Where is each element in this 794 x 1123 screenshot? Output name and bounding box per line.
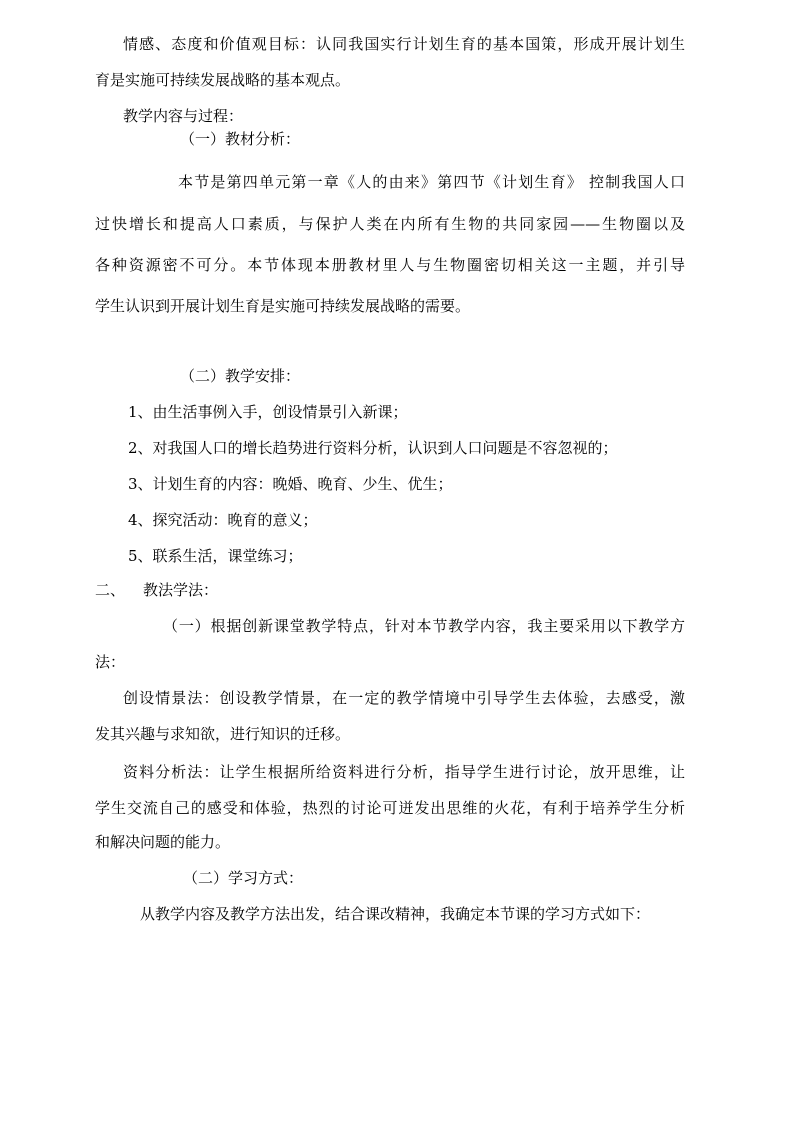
arrangement-item-4: 4、探究活动：晚育的意义； <box>128 511 318 529</box>
scenario-method-line-1: 创设情景法：创设教学情景，在一定的教学情境中引导学生去体验，去感受，激 <box>123 689 685 707</box>
analysis-line-3: 各种资源密不可分。本节体现本册教材里人与生物圈密切相关这一主题，并引导 <box>95 256 685 274</box>
arrangement-item-1: 1、由生活事例入手，创设情景引入新课； <box>128 403 408 421</box>
methods-line-2: 法： <box>95 653 126 671</box>
subheading-teaching-arrangement: （二）教学安排： <box>180 367 301 385</box>
data-analysis-method-line-1: 资料分析法：让学生根据所给资料进行分析，指导学生进行讨论，放开思维，让 <box>123 763 685 781</box>
arrangement-item-3: 3、计划生育的内容：晚婚、晚育、少生、优生； <box>128 475 453 493</box>
arrangement-item-2: 2、对我国人口的增长趋势进行资料分析，认识到人口问题是不容忽视的； <box>128 439 618 457</box>
section-heading-methods: 教法学法： <box>143 581 219 599</box>
section-number-two: 二、 <box>95 581 126 599</box>
analysis-line-1: 本节是第四单元第一章《人的由来》第四节《计划生育》 控制我国人口 <box>178 173 685 191</box>
arrangement-item-5: 5、联系生活，课堂练习； <box>128 547 303 565</box>
section-heading-content-process: 教学内容与过程： <box>123 107 244 125</box>
analysis-line-4: 学生认识到开展计划生育是实施可持续发展战略的需要。 <box>95 297 471 315</box>
learning-mode-line: 从教学内容及教学方法出发，结合课改精神，我确定本节课的学习方式如下： <box>140 905 651 923</box>
methods-line-1: （一）根据创新课堂教学特点，针对本节教学内容，我主要采用以下教学方 <box>163 617 685 635</box>
goal-text-line-2: 育是实施可持续发展战略的基本观点。 <box>95 71 351 89</box>
data-analysis-method-line-3: 和解决问题的能力。 <box>95 833 231 851</box>
goal-text-line-1: 情感、态度和价值观目标：认同我国实行计划生育的基本国策，形成开展计划生 <box>123 35 685 53</box>
subheading-learning-mode: （二）学习方式： <box>183 869 304 887</box>
analysis-line-2: 过快增长和提高人口素质，与保护人类在内所有生物的共同家园——生物圈以及 <box>95 215 685 233</box>
scenario-method-line-2: 发其兴趣与求知欲，进行知识的迁移。 <box>95 725 351 743</box>
subheading-material-analysis: （一）教材分析： <box>180 130 301 148</box>
data-analysis-method-line-2: 学生交流自己的感受和体验，热烈的讨论可迸发出思维的火花，有利于培养学生分析 <box>95 799 685 817</box>
